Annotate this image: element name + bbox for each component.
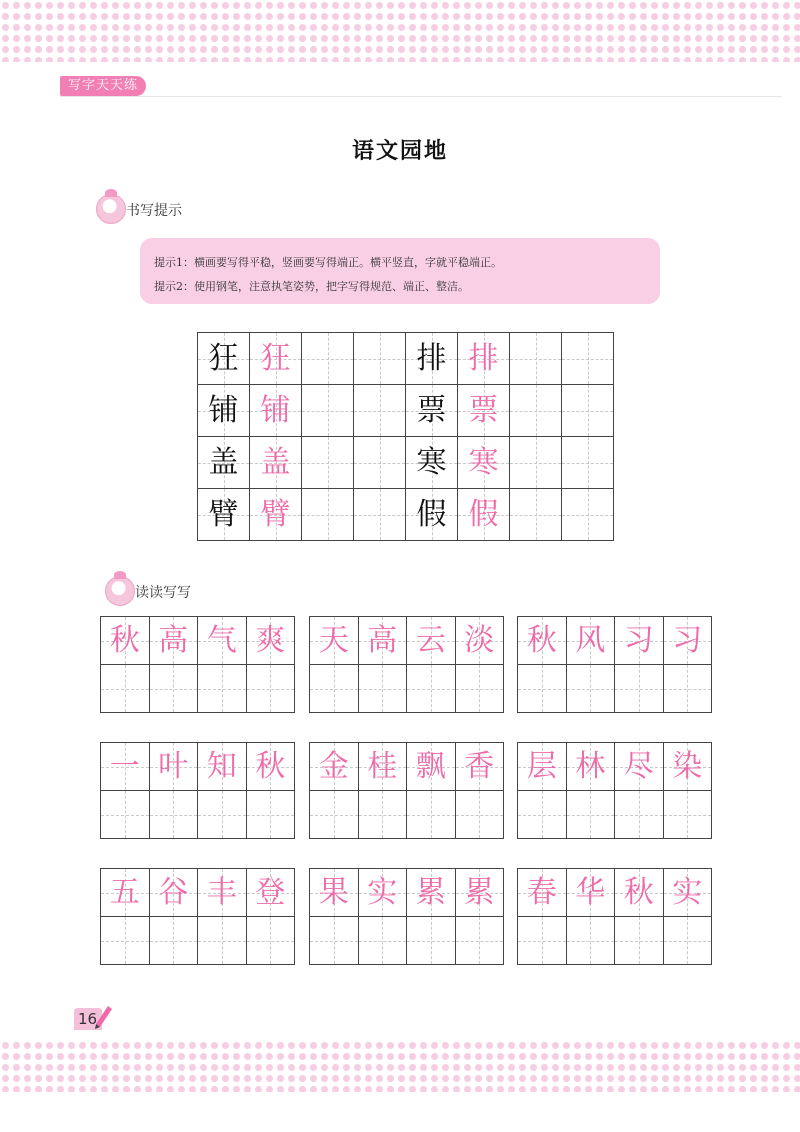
word-cell bbox=[359, 869, 408, 917]
grid-cell bbox=[198, 333, 250, 385]
word-box bbox=[309, 616, 504, 713]
word-cell bbox=[456, 617, 505, 665]
word-cell bbox=[198, 617, 247, 665]
word-char: 风 bbox=[575, 622, 606, 658]
practice-cell[interactable] bbox=[510, 385, 562, 437]
page-number: 16 bbox=[78, 1010, 98, 1028]
word-char: 秋 bbox=[255, 748, 286, 784]
writing-tips-title: 书写提示 bbox=[126, 203, 182, 219]
word-char: 高 bbox=[367, 622, 398, 658]
word-char: 染 bbox=[672, 748, 703, 784]
model-char: 假 bbox=[416, 496, 447, 532]
practice-cell[interactable] bbox=[615, 917, 664, 965]
word-char: 高 bbox=[158, 622, 189, 658]
model-char: 盖 bbox=[208, 444, 239, 480]
word-cell bbox=[567, 869, 616, 917]
header-bar bbox=[60, 76, 782, 97]
word-char: 桂 bbox=[367, 748, 398, 784]
grid-cell bbox=[198, 385, 250, 437]
word-char: 金 bbox=[318, 748, 349, 784]
practice-cell[interactable] bbox=[510, 437, 562, 489]
practice-cell[interactable] bbox=[456, 791, 505, 839]
read-write-heading bbox=[105, 576, 245, 606]
trace-char: 排 bbox=[468, 340, 499, 376]
word-cell bbox=[150, 617, 199, 665]
word-cell bbox=[150, 743, 199, 791]
word-cell bbox=[407, 617, 456, 665]
brand-label: 写字天天练 bbox=[60, 76, 146, 96]
practice-cell[interactable] bbox=[354, 437, 406, 489]
practice-cell[interactable] bbox=[518, 917, 567, 965]
grid-cell bbox=[250, 333, 302, 385]
model-char: 排 bbox=[416, 340, 447, 376]
word-cell bbox=[615, 869, 664, 917]
practice-cell[interactable] bbox=[354, 385, 406, 437]
word-cell bbox=[664, 617, 713, 665]
model-char: 票 bbox=[416, 392, 447, 428]
grid-cell bbox=[458, 489, 510, 541]
word-char: 秋 bbox=[109, 622, 140, 658]
trace-char: 假 bbox=[468, 496, 499, 532]
word-cell bbox=[615, 617, 664, 665]
word-char: 知 bbox=[206, 748, 237, 784]
word-char: 秋 bbox=[526, 622, 557, 658]
word-char: 云 bbox=[415, 622, 446, 658]
practice-cell[interactable] bbox=[567, 917, 616, 965]
word-cell bbox=[150, 869, 199, 917]
bottom-dot-border bbox=[0, 1040, 800, 1092]
practice-cell[interactable] bbox=[562, 385, 614, 437]
grid-cell bbox=[250, 489, 302, 541]
word-cell bbox=[310, 743, 359, 791]
practice-cell[interactable] bbox=[510, 333, 562, 385]
word-box bbox=[517, 868, 712, 965]
practice-cell[interactable] bbox=[198, 917, 247, 965]
word-cell bbox=[407, 743, 456, 791]
practice-cell[interactable] bbox=[456, 665, 505, 713]
word-cell bbox=[101, 617, 150, 665]
practice-cell[interactable] bbox=[456, 917, 505, 965]
word-cell bbox=[310, 617, 359, 665]
word-char: 淡 bbox=[464, 622, 495, 658]
trace-char: 寒 bbox=[468, 444, 499, 480]
practice-cell[interactable] bbox=[359, 917, 408, 965]
practice-cell[interactable] bbox=[407, 917, 456, 965]
grid-cell bbox=[458, 333, 510, 385]
word-char: 爽 bbox=[255, 622, 286, 658]
practice-cell[interactable] bbox=[101, 791, 150, 839]
read-write-title: 读读写写 bbox=[135, 585, 191, 601]
word-char: 层 bbox=[526, 748, 557, 784]
practice-cell[interactable] bbox=[310, 917, 359, 965]
word-char: 果 bbox=[318, 874, 349, 910]
practice-cell[interactable] bbox=[518, 791, 567, 839]
word-cell bbox=[456, 869, 505, 917]
word-cell bbox=[101, 743, 150, 791]
word-box bbox=[309, 742, 504, 839]
grid-cell bbox=[458, 385, 510, 437]
word-cell bbox=[101, 869, 150, 917]
practice-cell[interactable] bbox=[310, 791, 359, 839]
tip-2: 提示2：使用钢笔，注意执笔姿势，把字写得规范、端正、整洁。 bbox=[154, 280, 469, 293]
word-cell bbox=[310, 869, 359, 917]
grid-cell bbox=[406, 437, 458, 489]
word-box bbox=[517, 742, 712, 839]
practice-grid bbox=[197, 332, 614, 541]
practice-cell[interactable] bbox=[247, 791, 296, 839]
practice-cell[interactable] bbox=[302, 489, 354, 541]
grid-cell bbox=[250, 437, 302, 489]
practice-cell[interactable] bbox=[101, 665, 150, 713]
practice-cell[interactable] bbox=[407, 791, 456, 839]
word-char: 飘 bbox=[415, 748, 446, 784]
practice-cell[interactable] bbox=[562, 333, 614, 385]
practice-cell[interactable] bbox=[615, 665, 664, 713]
cartoon-moon-icon bbox=[105, 576, 135, 606]
word-cell bbox=[567, 743, 616, 791]
word-char: 香 bbox=[464, 748, 495, 784]
word-cell bbox=[664, 743, 713, 791]
practice-cell[interactable] bbox=[510, 489, 562, 541]
practice-cell[interactable] bbox=[354, 489, 406, 541]
word-char: 累 bbox=[415, 874, 446, 910]
word-box bbox=[100, 616, 295, 713]
practice-cell[interactable] bbox=[198, 791, 247, 839]
trace-char: 臂 bbox=[260, 496, 291, 532]
practice-cell[interactable] bbox=[567, 791, 616, 839]
practice-cell[interactable] bbox=[150, 791, 199, 839]
word-cell bbox=[518, 743, 567, 791]
practice-cell[interactable] bbox=[310, 665, 359, 713]
practice-cell[interactable] bbox=[664, 917, 713, 965]
word-char: 春 bbox=[526, 874, 557, 910]
practice-cell[interactable] bbox=[354, 333, 406, 385]
practice-cell[interactable] bbox=[247, 917, 296, 965]
grid-cell bbox=[198, 489, 250, 541]
word-cell bbox=[615, 743, 664, 791]
practice-cell[interactable] bbox=[518, 665, 567, 713]
word-cell bbox=[456, 743, 505, 791]
word-cell bbox=[359, 743, 408, 791]
word-char: 习 bbox=[672, 622, 703, 658]
word-cell bbox=[518, 869, 567, 917]
writing-tips-box bbox=[140, 238, 660, 304]
word-char: 实 bbox=[672, 874, 703, 910]
practice-cell[interactable] bbox=[150, 665, 199, 713]
practice-cell[interactable] bbox=[302, 333, 354, 385]
word-cell bbox=[407, 869, 456, 917]
model-char: 臂 bbox=[208, 496, 239, 532]
trace-char: 铺 bbox=[260, 392, 291, 428]
practice-cell[interactable] bbox=[302, 385, 354, 437]
trace-char: 狂 bbox=[260, 340, 291, 376]
word-char: 气 bbox=[206, 622, 237, 658]
practice-cell[interactable] bbox=[101, 917, 150, 965]
practice-cell[interactable] bbox=[359, 791, 408, 839]
word-cell bbox=[247, 743, 296, 791]
practice-cell[interactable] bbox=[567, 665, 616, 713]
word-char: 一 bbox=[109, 748, 140, 784]
word-cell bbox=[247, 617, 296, 665]
word-char: 尽 bbox=[623, 748, 654, 784]
word-char: 五 bbox=[109, 874, 140, 910]
word-cell bbox=[198, 743, 247, 791]
word-char: 累 bbox=[464, 874, 495, 910]
trace-char: 盖 bbox=[260, 444, 291, 480]
practice-cell[interactable] bbox=[150, 917, 199, 965]
practice-cell[interactable] bbox=[562, 489, 614, 541]
page-number-badge bbox=[70, 1002, 114, 1032]
word-char: 华 bbox=[575, 874, 606, 910]
practice-cell[interactable] bbox=[615, 791, 664, 839]
word-char: 林 bbox=[575, 748, 606, 784]
word-box bbox=[100, 742, 295, 839]
word-box bbox=[100, 868, 295, 965]
trace-char: 票 bbox=[468, 392, 499, 428]
grid-cell bbox=[406, 489, 458, 541]
word-box bbox=[517, 616, 712, 713]
word-cell bbox=[247, 869, 296, 917]
cartoon-girl-icon bbox=[96, 194, 126, 224]
word-char: 秋 bbox=[623, 874, 654, 910]
word-char: 叶 bbox=[158, 748, 189, 784]
grid-cell bbox=[458, 437, 510, 489]
word-cell bbox=[664, 869, 713, 917]
practice-cell[interactable] bbox=[247, 665, 296, 713]
word-char: 实 bbox=[367, 874, 398, 910]
page-title: 语文园地 bbox=[351, 138, 448, 164]
practice-cell[interactable] bbox=[664, 665, 713, 713]
word-char: 习 bbox=[623, 622, 654, 658]
model-char: 铺 bbox=[208, 392, 239, 428]
word-cell bbox=[198, 869, 247, 917]
word-char: 谷 bbox=[158, 874, 189, 910]
grid-cell bbox=[406, 333, 458, 385]
model-char: 寒 bbox=[416, 444, 447, 480]
practice-cell[interactable] bbox=[359, 665, 408, 713]
word-char: 丰 bbox=[206, 874, 237, 910]
model-char: 狂 bbox=[208, 340, 239, 376]
grid-cell bbox=[250, 385, 302, 437]
tip-1: 提示1：横画要写得平稳，竖画要写得端正。横平竖直，字就平稳端正。 bbox=[154, 256, 502, 269]
word-char: 登 bbox=[255, 874, 286, 910]
top-dot-border bbox=[0, 0, 800, 62]
word-box bbox=[309, 868, 504, 965]
writing-tips-heading bbox=[96, 194, 236, 224]
practice-cell[interactable] bbox=[407, 665, 456, 713]
word-char: 天 bbox=[318, 622, 349, 658]
word-cell bbox=[518, 617, 567, 665]
grid-cell bbox=[406, 385, 458, 437]
practice-cell[interactable] bbox=[562, 437, 614, 489]
practice-cell[interactable] bbox=[198, 665, 247, 713]
practice-cell[interactable] bbox=[664, 791, 713, 839]
word-cell bbox=[567, 617, 616, 665]
word-cell bbox=[359, 617, 408, 665]
grid-cell bbox=[198, 437, 250, 489]
practice-cell[interactable] bbox=[302, 437, 354, 489]
